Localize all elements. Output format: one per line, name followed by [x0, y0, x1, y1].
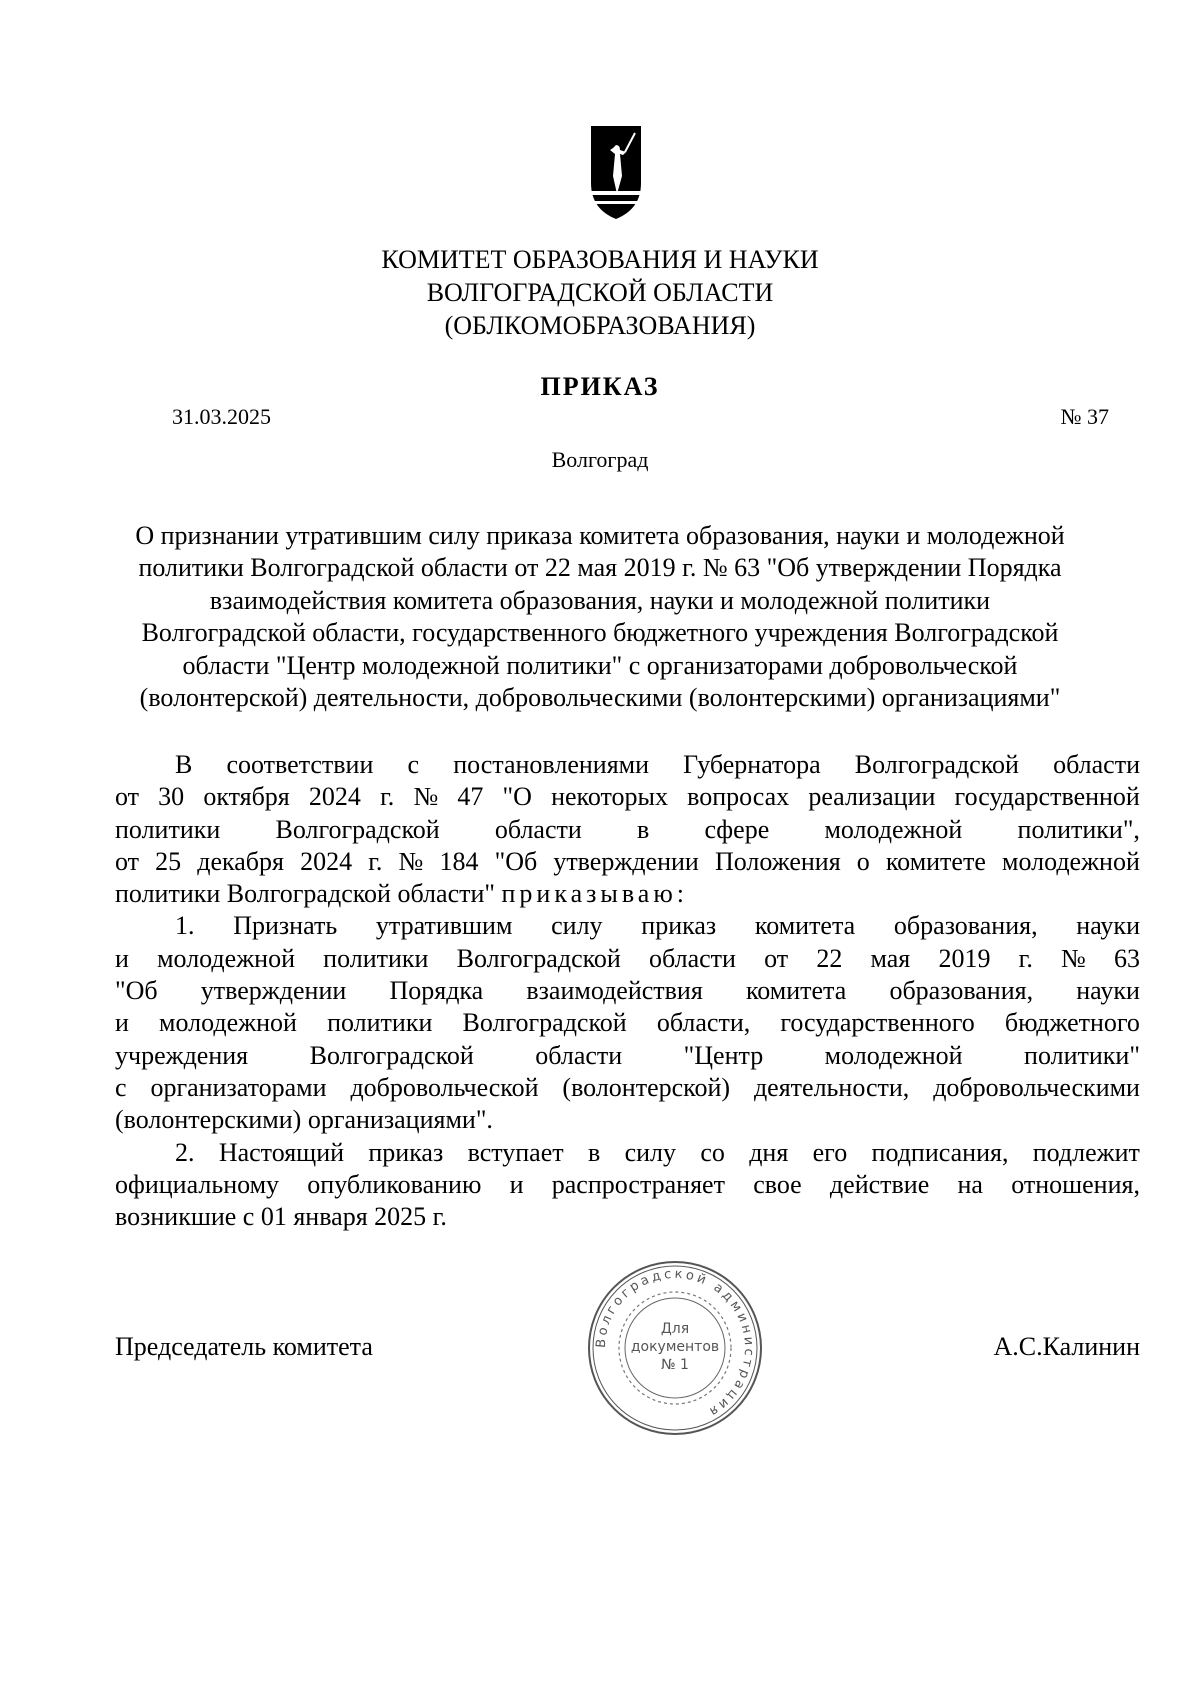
word: деятельности,	[753, 1072, 910, 1102]
word: приказ	[641, 911, 717, 941]
subject-line: взаимодействия комитета образования, науки и молодежной политики	[209, 585, 991, 615]
word: вступает	[467, 1137, 564, 1167]
word: политики",	[1017, 814, 1140, 844]
org-line-3: (ОБЛКОМОБРАЗОВАНИЯ)	[444, 311, 756, 340]
word: комитете	[885, 846, 986, 876]
word: силу	[551, 911, 603, 941]
signer-name: А.С.Калинин	[993, 1332, 1140, 1361]
word: 22	[816, 943, 843, 973]
volgograd-emblem-icon	[590, 125, 642, 220]
word: опубликованию	[307, 1169, 482, 1199]
word: Губернатора	[683, 750, 821, 779]
word: науки	[1076, 976, 1140, 1006]
word: утратившим	[375, 911, 513, 941]
word: мая	[870, 943, 911, 973]
word: 1.	[175, 911, 195, 941]
organization-header	[300, 243, 900, 342]
word: и	[115, 943, 129, 973]
word: Настоящий	[218, 1137, 345, 1167]
word: комитета	[745, 976, 847, 1006]
word: вопросах	[687, 782, 790, 812]
document-number: № 37	[1060, 404, 1109, 429]
body-line	[115, 1072, 1140, 1104]
word: Порядка	[389, 976, 484, 1006]
word: образования,	[889, 976, 1034, 1006]
word: от	[115, 846, 140, 876]
body-text: политики Волгоградской области"	[115, 879, 502, 909]
word: от	[115, 782, 140, 812]
document-type: ПРИКАЗ	[540, 372, 660, 401]
word: №	[398, 846, 424, 876]
word: №	[1061, 943, 1086, 973]
word: области	[494, 814, 582, 844]
subject-line: (волонтерской) деятельности, добровольческими (волонтерскими) организациями"	[139, 683, 1061, 713]
word: "Об	[115, 976, 158, 1006]
word: области	[535, 1040, 623, 1070]
word: государственного	[780, 1008, 975, 1038]
word: Волгоградской	[309, 1040, 474, 1070]
subject-line: Волгоградской области, государственного бюджетного учреждения Волгоградской	[141, 618, 1059, 648]
word: политики	[115, 814, 221, 844]
word: молодежной	[157, 943, 295, 973]
word: октября	[203, 782, 290, 812]
word: г.	[380, 782, 395, 812]
word: 63	[1114, 943, 1140, 973]
word: с	[407, 750, 420, 779]
word: бюджетного	[1004, 1008, 1140, 1038]
word: Признать	[233, 911, 338, 941]
word: на	[957, 1169, 983, 1199]
body-line	[115, 1040, 1140, 1072]
word: политики"	[1024, 1040, 1140, 1070]
word: в	[636, 814, 650, 844]
org-line-1: КОМИТЕТ ОБРАЗОВАНИЯ И НАУКИ	[381, 245, 819, 274]
order-keyword: приказываю	[501, 879, 677, 909]
word: политики	[323, 943, 429, 973]
word: и	[509, 1169, 524, 1199]
word: Волгоградской	[275, 814, 440, 844]
word: области	[1053, 750, 1140, 779]
body-line	[115, 781, 1140, 813]
body-line	[115, 814, 1140, 846]
word: 2024	[308, 782, 361, 812]
stamp-ring-text: Волгоградской администрация	[593, 1266, 757, 1421]
body-line: (волонтерскими) организациями".	[115, 1105, 493, 1135]
subject-line: О признании утратившим силу приказа комитета образования, науки и молодежной	[135, 521, 1065, 550]
word: сфере	[704, 814, 770, 844]
word: в	[587, 1137, 601, 1167]
word: №	[413, 782, 439, 812]
signer-title: Председатель комитета	[115, 1332, 373, 1361]
word: постановлениями	[453, 750, 650, 779]
word: 184	[439, 846, 479, 876]
word: взаимодействия	[526, 976, 703, 1006]
body-line	[115, 878, 1140, 910]
word: 47	[457, 782, 484, 812]
word: молодежной	[159, 1008, 297, 1038]
body-line	[115, 846, 1140, 878]
word: подписания,	[871, 1137, 1009, 1167]
body-text: :	[676, 879, 684, 909]
word: 30	[158, 782, 185, 812]
word: с	[115, 1072, 127, 1102]
word: со	[700, 1137, 725, 1167]
word: "О	[502, 782, 532, 812]
word: официальному	[115, 1169, 280, 1199]
body-line	[115, 910, 1140, 942]
subject-line: политики Волгоградской области от 22 мая 2019 г. № 63 "Об утверждении Порядка	[138, 553, 1062, 583]
word: 2.	[175, 1137, 195, 1167]
word: действие	[829, 1169, 930, 1199]
word: В	[175, 750, 193, 779]
word: (волонтерской)	[562, 1072, 731, 1102]
word: учреждения	[115, 1040, 249, 1070]
word: комитета	[754, 911, 856, 941]
body-line	[115, 1137, 1140, 1169]
word: от	[764, 943, 789, 973]
word: Волгоградской	[854, 750, 1019, 779]
word: добровольческой	[350, 1072, 539, 1102]
document-subject	[100, 520, 1100, 714]
word: 25	[155, 846, 182, 876]
body-line	[115, 975, 1140, 1007]
word: г.	[368, 846, 383, 876]
word: области,	[656, 1008, 751, 1038]
word: силу	[624, 1137, 676, 1167]
document-city: Волгоград	[551, 447, 649, 472]
word: декабря	[197, 846, 284, 876]
word: "Центр	[683, 1040, 764, 1070]
word: соответствии	[226, 750, 374, 779]
stamp-center-line-3: № 1	[661, 1357, 689, 1373]
word: молодежной	[1001, 846, 1140, 876]
word: образования,	[893, 911, 1038, 941]
word: его	[812, 1137, 848, 1167]
word: утверждении	[200, 976, 347, 1006]
word: дня	[749, 1137, 789, 1167]
word: некоторых	[551, 782, 668, 812]
body-line: возникшие с 01 января 2025 г.	[115, 1202, 447, 1232]
word: подлежит	[1032, 1137, 1140, 1167]
word: г.	[1018, 943, 1033, 973]
word: свое	[753, 1169, 802, 1199]
word: 2019	[938, 943, 991, 973]
stamp-center-line-1: Для	[660, 1321, 690, 1337]
word: приказ	[368, 1137, 444, 1167]
document-date: 31.03.2025	[172, 404, 271, 429]
word: отношения,	[1011, 1169, 1140, 1199]
word: науки	[1076, 911, 1140, 941]
stamp-center-line-2: документов	[630, 1339, 720, 1355]
word: политики	[327, 1008, 433, 1038]
word: распространяет	[551, 1169, 725, 1199]
word: молодежной	[824, 1040, 963, 1070]
word: Положения	[714, 846, 841, 876]
org-line-2: ВОЛГОГРАДСКОЙ ОБЛАСТИ	[426, 278, 774, 307]
word: организаторами	[150, 1072, 327, 1102]
body-line	[115, 749, 1140, 781]
word: добровольческими	[933, 1072, 1140, 1102]
word: 2024	[300, 846, 353, 876]
body-line	[115, 1007, 1140, 1039]
word: государственной	[954, 782, 1140, 812]
word: утверждении	[553, 846, 699, 876]
word: реализации	[808, 782, 936, 812]
word: "Об	[494, 846, 538, 876]
word: молодежной	[824, 814, 963, 844]
word: о	[856, 846, 870, 876]
body-line	[115, 943, 1140, 975]
document-body	[115, 749, 1140, 1233]
subject-line: области "Центр молодежной политики" с организаторами добровольческой	[182, 650, 1018, 680]
official-stamp-icon	[580, 1253, 770, 1443]
word: области	[649, 943, 736, 973]
word: Волгоградской	[456, 943, 621, 973]
word: Волгоградской	[462, 1008, 627, 1038]
body-line	[115, 1169, 1140, 1201]
word: и	[115, 1008, 129, 1038]
